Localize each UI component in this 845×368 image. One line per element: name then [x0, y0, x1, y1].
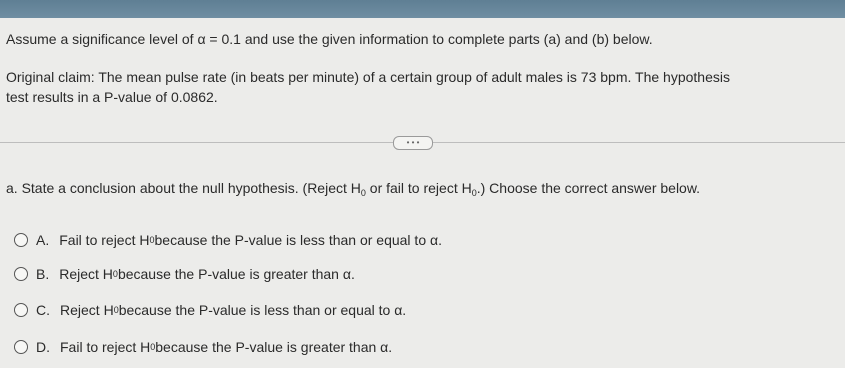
subscript: 0 — [149, 235, 155, 245]
radio-button[interactable] — [14, 303, 28, 317]
option-b[interactable] — [14, 265, 355, 283]
subscript: 0 — [112, 269, 118, 279]
option-letter: C. — [36, 302, 50, 318]
option-a[interactable] — [14, 231, 442, 249]
option-text: Reject H — [59, 266, 113, 282]
radio-button[interactable] — [14, 267, 28, 281]
option-c[interactable] — [14, 301, 406, 319]
option-letter: D. — [36, 339, 50, 355]
question-a-text-1: a. State a conclusion about the null hypothesis. (Reject H — [6, 180, 361, 196]
top-bar — [0, 0, 845, 18]
option-letter: B. — [36, 266, 50, 282]
subscript: 0 — [150, 342, 156, 352]
instructions-text-2: and use the given information to complete parts (a) and (b) below. — [244, 31, 653, 47]
instructions-text-1: Assume a significance level of — [6, 31, 194, 47]
instructions — [6, 30, 653, 48]
option-d[interactable] — [14, 338, 392, 356]
expand-more-button[interactable]: • • • — [393, 136, 433, 150]
option-text: Reject H — [60, 302, 114, 318]
option-letter: A. — [36, 232, 50, 248]
claim-line-2: test results in a P-value of 0.0862. — [6, 89, 218, 105]
subscript: 0 — [471, 188, 477, 198]
alpha-value: α = 0.1 — [197, 31, 241, 47]
option-text: Fail to reject H — [59, 232, 150, 248]
option-text-rest: because the P-value is less than or equal to α. — [118, 302, 407, 318]
question-a — [6, 179, 700, 202]
subscript: 0 — [113, 305, 119, 315]
question-a-text-3: .) Choose the correct answer below. — [476, 180, 701, 196]
radio-button[interactable] — [14, 233, 28, 247]
option-text-rest: because the P-value is greater than α. — [117, 266, 355, 282]
option-text: Fail to reject H — [60, 339, 151, 355]
claim-line-1: Original claim: The mean pulse rate (in beats per minute) of a certain group of adult males is 73 bpm. The hypothesis — [6, 69, 730, 85]
subscript: 0 — [360, 188, 366, 198]
option-text-rest: because the P-value is less than or equal to α. — [154, 232, 442, 248]
radio-button[interactable] — [14, 340, 28, 354]
option-text-rest: because the P-value is greater than α. — [155, 339, 393, 355]
question-a-text-2: or fail to reject H — [365, 180, 472, 196]
